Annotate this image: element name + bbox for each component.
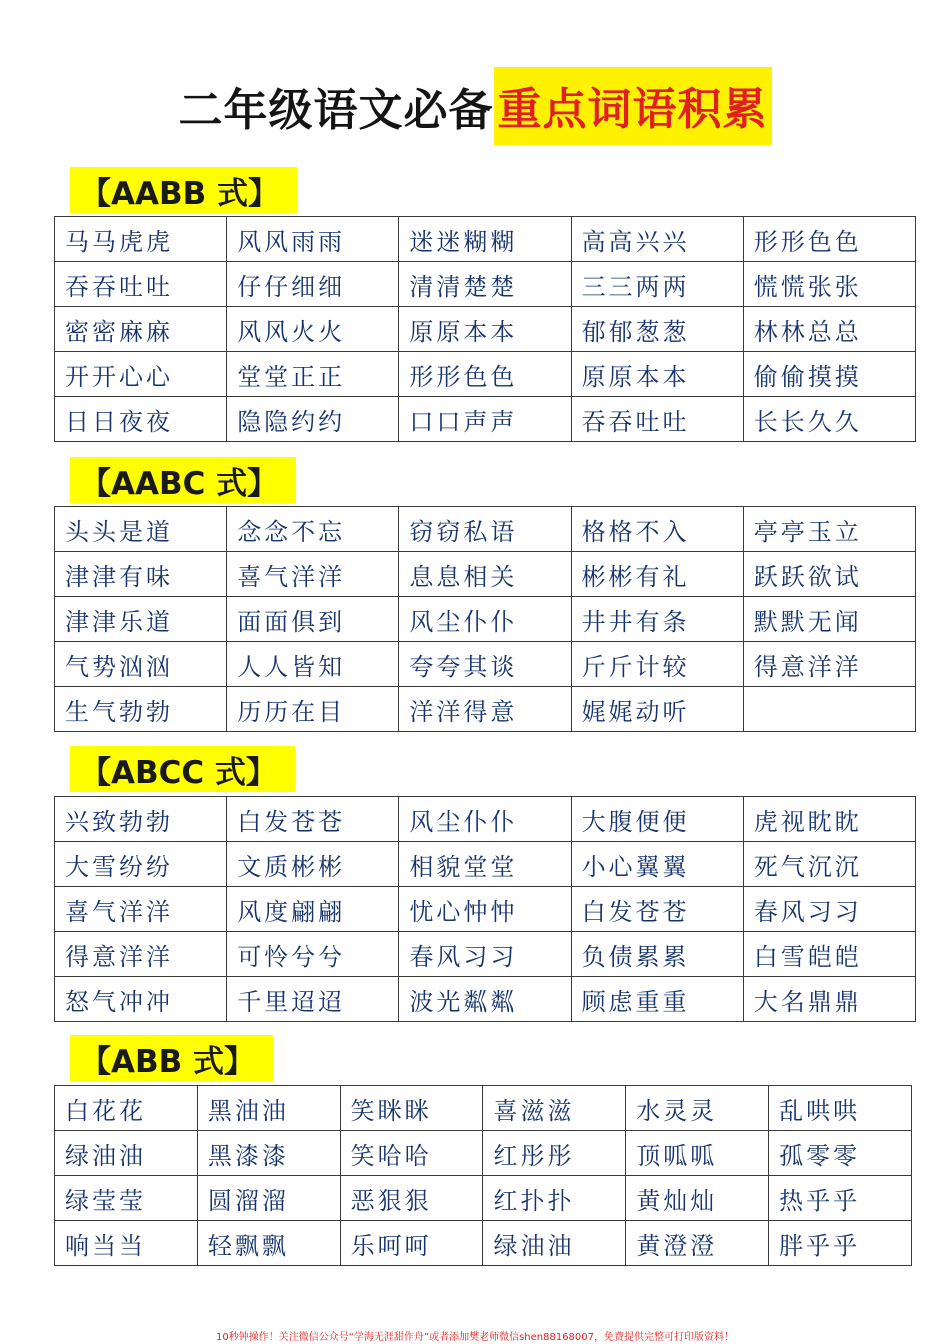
word-cell: 隐隐约约 [227,397,399,442]
section-label-abcc: 【ABCC 式】 [70,746,295,792]
word-cell: 得意洋洋 [743,642,915,687]
word-cell: 笑眯眯 [340,1086,483,1131]
word-cell: 密密麻麻 [55,307,227,352]
page-title-black: 二年级语文必备 [178,85,494,136]
word-cell: 黄澄澄 [626,1221,769,1266]
word-cell: 大雪纷纷 [55,842,227,887]
word-cell: 胖乎乎 [769,1221,912,1266]
table-row [55,687,916,732]
word-cell: 圆溜溜 [197,1176,340,1221]
word-cell: 林林总总 [743,307,915,352]
word-cell: 气势汹汹 [55,642,227,687]
word-cell: 大腹便便 [571,797,743,842]
word-table-aabb [54,216,916,442]
word-cell: 黑漆漆 [197,1131,340,1176]
word-cell: 白发苍苍 [227,797,399,842]
table-row [55,552,916,597]
word-cell: 响当当 [55,1221,198,1266]
word-cell: 口口声声 [399,397,571,442]
word-table-abb [54,1085,912,1266]
word-cell: 风风雨雨 [227,217,399,262]
table-row [55,842,916,887]
word-cell: 负债累累 [571,932,743,977]
table-row [55,1131,912,1176]
word-cell: 原原本本 [399,307,571,352]
word-cell: 白花花 [55,1086,198,1131]
word-cell: 风尘仆仆 [399,797,571,842]
word-cell: 相貌堂堂 [399,842,571,887]
table-row [55,932,916,977]
table-row [55,217,916,262]
table-row [55,1221,912,1266]
word-cell: 慌慌张张 [743,262,915,307]
word-table-abcc [54,796,916,1022]
word-cell: 白雪皑皑 [743,932,915,977]
word-cell: 喜气洋洋 [55,887,227,932]
word-cell: 清清楚楚 [399,262,571,307]
word-cell: 笑哈哈 [340,1131,483,1176]
word-cell: 兴致勃勃 [55,797,227,842]
word-cell: 千里迢迢 [227,977,399,1022]
word-cell: 死气沉沉 [743,842,915,887]
word-cell: 彬彬有礼 [571,552,743,597]
word-cell: 黄灿灿 [626,1176,769,1221]
word-cell: 水灵灵 [626,1086,769,1131]
table-row [55,1086,912,1131]
word-cell: 绿莹莹 [55,1176,198,1221]
word-cell: 恶狠狠 [340,1176,483,1221]
word-cell: 轻飘飘 [197,1221,340,1266]
word-cell: 高高兴兴 [571,217,743,262]
word-table-aabc [54,506,916,732]
word-cell: 日日夜夜 [55,397,227,442]
word-cell: 三三两两 [571,262,743,307]
section-label-aabc: 【AABC 式】 [70,457,296,503]
word-cell: 格格不入 [571,507,743,552]
word-cell: 忧心忡忡 [399,887,571,932]
word-cell: 大名鼎鼎 [743,977,915,1022]
word-cell: 面面俱到 [227,597,399,642]
word-cell: 红扑扑 [483,1176,626,1221]
word-cell: 得意洋洋 [55,932,227,977]
word-cell: 头头是道 [55,507,227,552]
word-cell: 形形色色 [743,217,915,262]
word-cell: 念念不忘 [227,507,399,552]
word-cell: 绿油油 [55,1131,198,1176]
table-row [55,397,916,442]
table-row [55,1176,912,1221]
word-cell: 波光粼粼 [399,977,571,1022]
word-cell: 顾虑重重 [571,977,743,1022]
table-row [55,977,916,1022]
word-cell: 风度翩翩 [227,887,399,932]
word-cell: 白发苍苍 [571,887,743,932]
word-cell: 孤零零 [769,1131,912,1176]
word-cell: 文质彬彬 [227,842,399,887]
table-row [55,642,916,687]
word-cell: 津津乐道 [55,597,227,642]
word-cell: 喜滋滋 [483,1086,626,1131]
table-row [55,262,916,307]
page-title [0,66,950,146]
word-cell: 小心翼翼 [571,842,743,887]
word-cell: 吞吞吐吐 [55,262,227,307]
word-cell: 风风火火 [227,307,399,352]
word-cell: 形形色色 [399,352,571,397]
word-cell: 黑油油 [197,1086,340,1131]
word-cell [743,687,915,732]
word-cell: 堂堂正正 [227,352,399,397]
word-cell: 春风习习 [743,887,915,932]
word-cell: 息息相关 [399,552,571,597]
word-cell: 乱哄哄 [769,1086,912,1131]
word-cell: 乐呵呵 [340,1221,483,1266]
word-cell: 红彤彤 [483,1131,626,1176]
word-cell: 绿油油 [483,1221,626,1266]
word-cell: 娓娓动听 [571,687,743,732]
word-cell: 热乎乎 [769,1176,912,1221]
word-cell: 顶呱呱 [626,1131,769,1176]
word-cell: 生气勃勃 [55,687,227,732]
word-cell: 窃窃私语 [399,507,571,552]
section-label-abb: 【ABB 式】 [70,1035,273,1081]
word-cell: 斤斤计较 [571,642,743,687]
table-row [55,507,916,552]
word-cell: 夸夸其谈 [399,642,571,687]
table-row [55,307,916,352]
word-cell: 郁郁葱葱 [571,307,743,352]
word-cell: 开开心心 [55,352,227,397]
word-cell: 春风习习 [399,932,571,977]
section-label-aabb: 【AABB 式】 [70,167,297,213]
word-cell: 风尘仆仆 [399,597,571,642]
table-row [55,797,916,842]
word-cell: 原原本本 [571,352,743,397]
word-cell: 人人皆知 [227,642,399,687]
word-cell: 井井有条 [571,597,743,642]
word-cell: 仔仔细细 [227,262,399,307]
word-cell: 洋洋得意 [399,687,571,732]
word-cell: 津津有味 [55,552,227,597]
word-cell: 亭亭玉立 [743,507,915,552]
word-cell: 长长久久 [743,397,915,442]
word-cell: 马马虎虎 [55,217,227,262]
table-row [55,597,916,642]
word-cell: 喜气洋洋 [227,552,399,597]
word-cell: 默默无闻 [743,597,915,642]
word-cell: 历历在目 [227,687,399,732]
table-row [55,352,916,397]
table-row [55,887,916,932]
word-cell: 跃跃欲试 [743,552,915,597]
word-cell: 偷偷摸摸 [743,352,915,397]
word-cell: 可怜兮兮 [227,932,399,977]
word-cell: 吞吞吐吐 [571,397,743,442]
page-title-highlight: 重点词语积累 [494,67,772,145]
word-cell: 虎视眈眈 [743,797,915,842]
footer-note: 10秒钟操作！关注微信公众号“学海无涯甜作舟”或者添加樊老师微信shen88168007，免费提供完整可打印版资料！ [215,1332,735,1343]
word-cell: 怒气冲冲 [55,977,227,1022]
word-cell: 迷迷糊糊 [399,217,571,262]
